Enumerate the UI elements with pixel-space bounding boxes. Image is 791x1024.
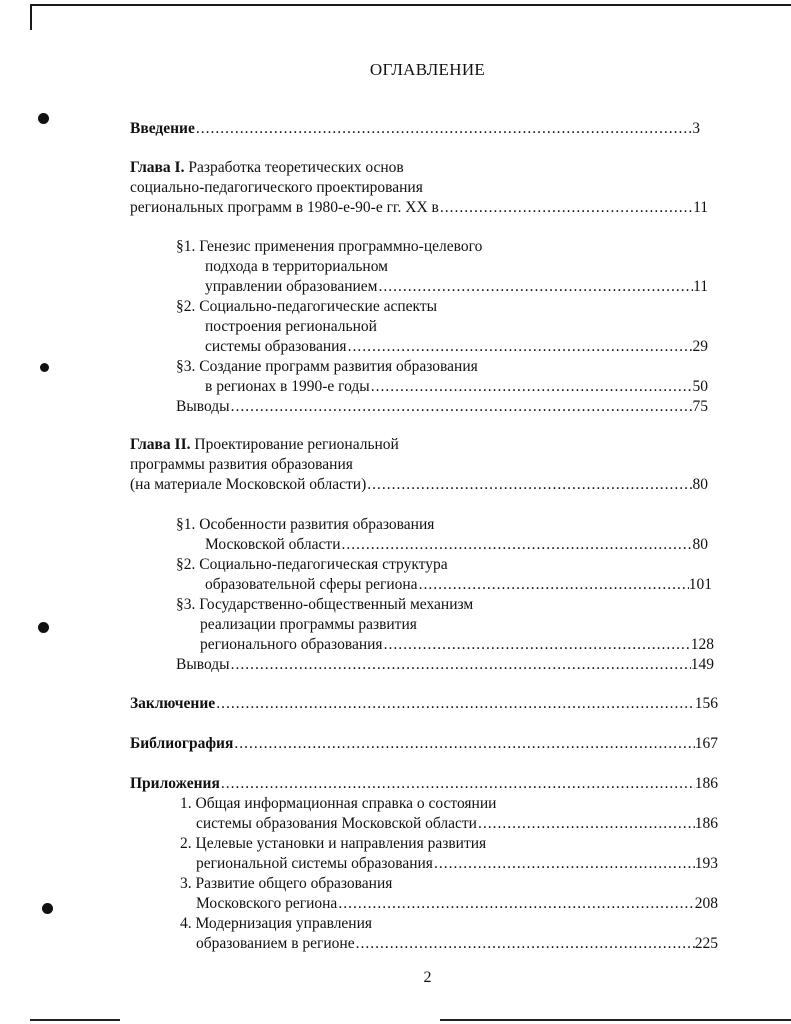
entry-label: Введение (130, 120, 195, 137)
punch-hole-mark (38, 622, 49, 633)
dot-leader (341, 535, 693, 555)
section-title-line: построения региональной (205, 318, 377, 335)
entry-page: 167 (694, 735, 718, 752)
appendix-title-line: 1. Общая информационная справка о состоянии (180, 795, 497, 812)
dot-leader (347, 337, 693, 357)
entry-label: Заключение (130, 695, 216, 712)
entry-page: 75 (692, 398, 708, 415)
entry-label: Московской области (205, 536, 341, 553)
punch-hole-mark (38, 113, 49, 124)
entry-page: 193 (694, 855, 718, 872)
section-title-line: реализации программы развития (200, 616, 417, 633)
entry-label: регионального образования (200, 636, 383, 653)
chapter-title-line: программы развития образования (130, 456, 353, 473)
section-title-line: §2. Социально-педагогическая структура (176, 556, 448, 573)
dot-leader (439, 198, 693, 218)
toc-entry-ch1-conclusions[interactable] (176, 397, 708, 417)
entry-label: (на материале Московской области) (130, 476, 367, 493)
entry-page: 186 (694, 815, 718, 832)
toc-entry-introduction[interactable] (130, 119, 700, 139)
dot-leader (366, 475, 692, 495)
entry-page: 128 (690, 636, 714, 653)
entry-label: Выводы (176, 398, 230, 415)
toc-entry-appendix4[interactable] (196, 934, 718, 954)
dot-leader (195, 119, 692, 139)
punch-hole-mark (42, 903, 53, 914)
toc-entry-appendix2[interactable] (196, 854, 718, 874)
section-title-line: §1. Генезис применения программно-целевого (176, 238, 483, 255)
entry-label: региональной системы образования (196, 855, 433, 872)
toc-entry-conclusion[interactable] (130, 694, 718, 714)
page-number: 2 (423, 969, 432, 986)
chapter2-heading[interactable] (130, 435, 399, 455)
entry-label: управлении образованием (205, 278, 378, 295)
dot-leader (337, 894, 694, 914)
entry-label: региональных программ в 1980-е-90-е гг. XX в (130, 199, 439, 216)
toc-entry-appendix3[interactable] (196, 894, 718, 914)
dot-leader (230, 397, 693, 417)
toc-entry-ch2-section3[interactable] (200, 635, 714, 655)
entry-page: 11 (693, 278, 708, 295)
entry-page: 80 (692, 476, 708, 493)
chapter-title-line: социально-педагогического проектирования (130, 179, 423, 196)
entry-label: в регионах в 1990-е годы (205, 378, 370, 395)
entry-page: 149 (690, 656, 714, 673)
entry-label: Библиография (130, 735, 234, 752)
entry-label: системы образования Московской области (196, 815, 477, 832)
toc-entry-bibliography[interactable] (130, 734, 718, 754)
entry-page: 225 (694, 935, 718, 952)
entry-page: 101 (688, 576, 712, 593)
scan-frame-top-line (30, 4, 791, 6)
toc-entry-ch1-section2[interactable] (205, 337, 708, 357)
entry-label: Выводы (176, 656, 230, 673)
appendix-title-line: 2. Целевые установки и направления развития (180, 835, 487, 852)
entry-page: 11 (693, 199, 708, 216)
chapter-label: Глава I. (130, 159, 185, 176)
chapter-title-line: Разработка теоретических основ (188, 159, 404, 176)
section-title-line: §3. Создание программ развития образования (176, 358, 478, 375)
scan-frame-left-line (30, 4, 32, 30)
dot-leader (220, 774, 695, 794)
section-title-line: подхода в территориальном (205, 258, 388, 275)
entry-page: 80 (692, 536, 708, 553)
entry-page: 3 (692, 120, 700, 137)
dot-leader (370, 377, 693, 397)
toc-entry-appendix1[interactable] (196, 814, 718, 834)
appendix-title-line: 4. Модернизация управления (180, 915, 373, 932)
entry-page: 156 (694, 695, 718, 712)
chapter1-heading[interactable] (130, 158, 404, 178)
page-title: ОГЛАВЛЕНИЕ (369, 60, 486, 79)
chapter-title-line: Проектирование региональной (194, 436, 399, 453)
dot-leader (230, 655, 691, 675)
toc-entry-ch1-section3[interactable] (205, 377, 708, 397)
entry-page: 208 (694, 895, 718, 912)
entry-page: 50 (692, 378, 708, 395)
section-title-line: §1. Особенности развития образования (176, 516, 435, 533)
entry-page: 29 (692, 338, 708, 355)
chapter-label: Глава II. (130, 436, 191, 453)
toc-entry-ch2-section2[interactable] (205, 575, 712, 595)
toc-entry-chapter1[interactable] (130, 198, 708, 218)
entry-label: образовательной сферы региона (205, 576, 418, 593)
dot-leader (377, 277, 693, 297)
appendix-title-line: 3. Развитие общего образования (180, 875, 393, 892)
scan-bottom-mark (440, 1019, 791, 1021)
entry-label: Приложения (130, 775, 220, 792)
punch-hole-mark (40, 363, 49, 372)
dot-leader (433, 854, 695, 874)
toc-entry-appendices[interactable] (130, 774, 718, 794)
entry-label: Московского региона (196, 895, 338, 912)
toc-entry-chapter2[interactable] (130, 475, 708, 495)
section-title-line: §3. Государственно-общественный механизм (176, 596, 474, 613)
toc-entry-ch1-section1[interactable] (205, 277, 708, 297)
dot-leader (355, 934, 695, 954)
entry-label: системы образования (205, 338, 347, 355)
section-title-line: §2. Социально-педагогические аспекты (176, 298, 438, 315)
dot-leader (418, 575, 689, 595)
dot-leader (233, 734, 694, 754)
scan-bottom-mark (30, 1019, 120, 1021)
entry-label: образованием в регионе (196, 935, 355, 952)
dot-leader (477, 814, 695, 834)
entry-page: 186 (694, 775, 718, 792)
toc-entry-ch2-section1[interactable] (205, 535, 708, 555)
toc-entry-ch2-conclusions[interactable] (176, 655, 714, 675)
dot-leader (215, 694, 695, 714)
dot-leader (383, 635, 691, 655)
